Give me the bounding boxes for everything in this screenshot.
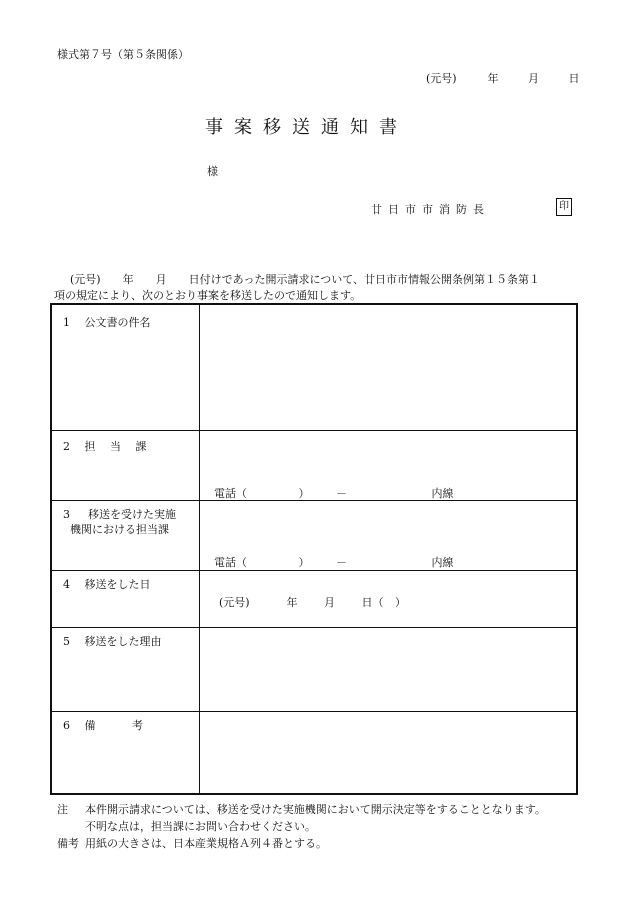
row-label: 2 担 当 課 [63, 440, 147, 453]
note-line: 用紙の大きさは、日本産業規格Ａ列４番とする。 [85, 837, 327, 850]
note-remarks [57, 835, 597, 852]
phone-extension: 内線 [431, 556, 454, 569]
date-day: 日 [568, 72, 580, 85]
note-head: 備考 [57, 837, 79, 850]
row-label: 6 備 考 [63, 719, 143, 732]
date-close: ） [395, 596, 406, 609]
intro-paragraph [54, 272, 594, 304]
phone-dash: － [336, 556, 347, 569]
table-row-department [52, 430, 576, 501]
intro-line-1: (元号) 年 月 日付けであった開示請求について、廿日市市情報公開条例第１５条第１ [70, 273, 541, 286]
date-era: (元号) [219, 596, 250, 609]
phone-extension: 内線 [431, 487, 454, 500]
note-line: 不明な点は，担当課にお問い合わせください。 [85, 820, 316, 833]
note-body [85, 801, 546, 835]
table-row-transfer-reason [52, 627, 576, 712]
note-caution [57, 801, 597, 835]
date-month: 月 [324, 596, 335, 609]
table-row-transfer-date [52, 570, 576, 628]
date-year: 年 [286, 596, 298, 609]
note-line: 本件開示請求については、移送を受けた実施機関において開示決定等をすることとなります。 [85, 803, 546, 816]
intro-line-2: 項の規定により、次のとおり事案を移送したので通知します。 [54, 289, 362, 302]
row-label: 3 移送を受けた実施 機関における担当課 [63, 508, 176, 536]
phone-label: 電話（ [214, 556, 247, 569]
table-row-remarks [52, 711, 576, 794]
phone-close: ） [298, 556, 310, 569]
note-body [85, 835, 327, 852]
phone-dash: － [336, 487, 347, 500]
row-label: 5 移送をした理由 [63, 635, 162, 648]
date-day: 日（ [361, 596, 384, 609]
phone-close: ） [298, 487, 310, 500]
transfer-table [50, 303, 578, 795]
date-era: (元号) [426, 72, 457, 85]
addressee-suffix: 様 [207, 165, 218, 178]
date-month: 月 [528, 72, 539, 85]
date-line [426, 70, 580, 86]
date-year: 年 [487, 72, 499, 85]
table-row-receiving-department [52, 500, 576, 571]
phone-label: 電話（ [214, 487, 247, 500]
document-title: 事案移送通知書 [205, 117, 408, 138]
transfer-date-fill [219, 594, 406, 610]
form-number: 様式第７号（第５条関係） [57, 48, 189, 61]
note-head: 注 [57, 803, 68, 816]
row-label: 1 公文書の件名 [63, 316, 151, 329]
phone-line [214, 485, 454, 501]
row-label: 4 移送をした日 [63, 578, 151, 591]
seal-mark: 印 [556, 198, 572, 216]
phone-line [214, 554, 454, 570]
issuer-name: 廿日市市消防長 [371, 203, 490, 216]
table-row-document-name [52, 305, 576, 430]
footnotes [57, 801, 597, 852]
